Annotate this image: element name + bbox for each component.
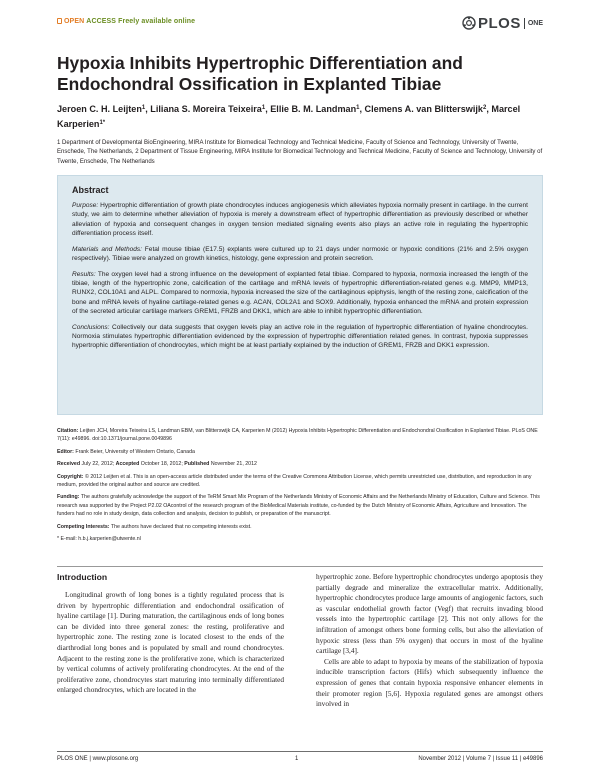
affiliation-marker: 1 bbox=[261, 105, 266, 111]
right-column bbox=[316, 572, 543, 710]
received-date: July 22, 2012; bbox=[80, 461, 116, 468]
accepted-label: Accepted bbox=[115, 461, 140, 468]
author-name: , Marcel Karperien bbox=[57, 104, 521, 129]
conclusions-text: Collectively our data suggests that oxygen levels play an active role in the regulation of hypertrophic differentiation of hyaline chondrocytes. Normoxia stimulates hypertrophic differentiation evidenced by the expression of hypertrophic differentiation related genes. In contrast, hypoxia suppresses hypertrophic differentiation of chondrocytes, which might be at least partially explained by the induction of GREM1, FRZB and DKK1 expression. bbox=[72, 323, 528, 350]
logo-plos-text: PLOS bbox=[477, 14, 521, 32]
article-metadata bbox=[57, 427, 543, 547]
journal-header bbox=[57, 14, 543, 36]
funding bbox=[57, 493, 543, 518]
accepted-date: October 18, 2012; bbox=[139, 461, 185, 468]
purpose-label: Purpose: bbox=[72, 202, 99, 209]
abstract-results bbox=[72, 270, 528, 316]
editor bbox=[57, 448, 543, 456]
copyright-text: © 2012 Leijten et al. This is an open-access article distributed under the terms of the Creative Commons Attribution License, which permits unrestricted use, distribution, and reproduction in any medium, provided the original author and source are credited. bbox=[57, 473, 532, 489]
methods-text: Fetal mouse tibiae (E17.5) explants were cultured up to 21 days under normoxic or hypoxic conditions (21% and 2.5% oxygen respectively). Tibiae were analyzed on growth kinetics, histology, gene expression and protein secretion. bbox=[72, 245, 528, 262]
competing-label: Competing Interests: bbox=[57, 523, 110, 530]
author-name: , Ellie B. M. Landman bbox=[265, 104, 357, 114]
affiliation-marker: 1 bbox=[356, 105, 360, 111]
abstract-box bbox=[57, 175, 543, 415]
purpose-text: Hypertrophic differentiation of growth plate chondrocytes induces angiogenesis which alleviates hypoxia normally present in cartilage. In the current study, we aim to determine whether alleviation of hypoxia is merely a downstream effect of hypertrophic differentiation as previously described or whether alleviation of hypoxia and consequent changes in oxygen tension mediated signaling events also plays an active role in regulating the hypertrophic differentiation process itself. bbox=[72, 202, 528, 237]
left-column-text bbox=[57, 590, 284, 696]
open-access-open-label: OPEN bbox=[64, 18, 85, 25]
copyright-label: Copyright: bbox=[57, 473, 84, 480]
abstract-conclusions bbox=[72, 323, 528, 351]
abstract-heading: Abstract bbox=[72, 185, 109, 195]
abstract-purpose bbox=[72, 201, 528, 238]
plos-logo-icon bbox=[462, 16, 476, 30]
published-date: November 21, 2012 bbox=[209, 461, 257, 468]
journal-website: PLOS ONE | www.plosone.org bbox=[57, 756, 139, 762]
paragraph: Longitudinal growth of long bones is a tightly regulated process that is driven by hypertrophic differentiation and endochondral ossification of hyaline cartilage [1]. During maturation, the cartilaginous ends of long bones can be divided into three general zones: the resting, proliferative and hypertrophic zone. The resting zone is located closest to the ends of the diarthrodial long bones and is populated by small and round chondrocytes. Adjacent to the resting zone is the proliferative zone, which is characterized by vertical columns of actively proliferating chondrocytes. At the end of the proliferative zone, chondrocytes start maturing into terminally differentiated enlarged chondrocytes, which are located in the bbox=[57, 590, 284, 695]
results-text: The oxygen level had a strong influence on the development of explanted fetal tibiae. Compared to hypoxia, normoxia increased the length of the tibiae, length of the hypertrophic zone, calcification of the cartilage and mRNA levels of hypertrophic differentiation-related genes e.g. MMP9, MMP13, RUNX2, COL10A1 and ALPL. Compared to normoxia, hypoxia increased the size of the cartilaginous epiphysis, length of the resting zone, calcification of the bone and mRNA levels of hyaline cartilage-related genes e.g. ACAN, COL2A1 and SOX9. Additionally, hypoxia enhanced the mRNA and protein expression of the secreted articular cartilage markers GREM1, FRZB and DKK1, which are able to inhibit hypertrophic differentiation. bbox=[72, 270, 528, 315]
metadata-divider bbox=[57, 566, 543, 567]
issue-info: November 2012 | Volume 7 | Issue 11 | e49896 bbox=[418, 756, 543, 762]
citation-label: Citation: bbox=[57, 428, 79, 434]
page-number: 1 bbox=[295, 756, 299, 762]
abstract-methods bbox=[72, 245, 528, 264]
affiliations: 1 Department of Developmental BioEngineering, MIRA Institute for Biomedical Technology and Technical Medicine, Faculty of Science and Technology, University of Twente, Enschede, The Netherlands, 2 Department of Tissue Engineering, MIRA Institute for Biomedical Technology and Technical Medicine, Faculty of Science and Technology, University of Twente, Enschede, The Netherlands bbox=[57, 140, 543, 165]
open-lock-icon bbox=[57, 18, 62, 24]
funding-text: The authors gratefully acknowledge the support of the TeRM Smart Mix Program of the Netherlands Ministry of Economic Affairs and the Netherlands Ministry of Education, Culture and Science. This research was supported by the Project P2.02 OAcontrol of the research program of the BioMedical Materials institute, co-funded by the Dutch Ministry of Economic Affairs, Agriculture and Innovation. The funders had no role in study design, data collection and analysis, decision to publish, or preparation of the manuscript. bbox=[57, 494, 540, 518]
paragraph: Cells are able to adapt to hypoxia by means of the stabilization of hypoxia inducible transcription factors (Hifs) which subsequently influence the expression of genes that contain hypoxia responsive enhancer elements in their promoter region [5,6]. Hypoxia regulated genes are amongst others involved in bbox=[316, 656, 543, 709]
page-footer bbox=[57, 756, 543, 766]
conclusions-label: Conclusions: bbox=[72, 323, 110, 331]
citation bbox=[57, 427, 543, 444]
dates bbox=[57, 460, 543, 468]
author-name: Jeroen C. H. Leijten bbox=[57, 104, 142, 114]
logo-separator bbox=[524, 18, 525, 29]
affiliation-marker: 1* bbox=[99, 119, 106, 126]
competing-interests bbox=[57, 523, 543, 531]
open-access-badge bbox=[57, 18, 195, 25]
left-column bbox=[57, 572, 284, 696]
affiliation-marker: 1 bbox=[141, 105, 146, 111]
corresponding-email: * E-mail: h.b.j.karperien@utwente.nl bbox=[57, 536, 141, 543]
plos-one-logo bbox=[462, 14, 543, 32]
open-access-label: ACCESS Freely available online bbox=[86, 18, 196, 25]
competing-text: The authors have declared that no competing interests exist. bbox=[109, 523, 252, 530]
published-label: Published bbox=[184, 461, 210, 468]
received-label: Received bbox=[57, 461, 81, 468]
editor-text: Frank Beier, University of Western Ontario, Canada bbox=[73, 448, 195, 455]
citation-text: Leijten JCH, Moreira Teixeira LS, Landman EBM, van Blitterswijk CA, Karperien M (2012) Hypoxia Inhibits Hypertrophic Differentiation and Endochondral Ossification in Explanted Tibiae. PLoS ONE 7(11): e49896. doi:10.1371/journal.pone.0049896 bbox=[57, 428, 538, 443]
logo-one-text: ONE bbox=[527, 19, 543, 27]
author-list bbox=[57, 102, 547, 131]
results-label: Results: bbox=[72, 270, 96, 278]
funding-label: Funding: bbox=[57, 494, 80, 501]
paragraph: hypertrophic zone. Before hypertrophic chondrocytes undergo apoptosis they partially degrade and mineralize the extracellular matrix. Additionally, hypertrophic chondrocytes produce large amounts of angiogenic factors, such as vascular endothelial growth factor (Vegf) that recruits invading blood vessels into the hypertrophic cartilage [2]. This not only allows for the infiltration of amongst others bone forming cells, but also the alleviation of hypoxic stress (less than 5% oxygen) that occurs in most of the hyaline cartilage [3,4]. bbox=[316, 572, 543, 656]
author-name: , Clemens A. van Blitterswijk bbox=[359, 104, 483, 114]
article-title: Hypoxia Inhibits Hypertrophic Differentiation and Endochondral Ossification in Explanted Tibiae bbox=[57, 53, 463, 94]
affiliation-marker: 2 bbox=[482, 105, 487, 111]
copyright bbox=[57, 473, 543, 490]
methods-label: Materials and Methods: bbox=[72, 245, 143, 253]
right-column-text bbox=[316, 572, 543, 710]
editor-label: Editor: bbox=[57, 448, 74, 455]
author-name: , Liliana S. Moreira Teixeira bbox=[145, 104, 262, 114]
introduction-heading: Introduction bbox=[57, 572, 108, 582]
footer-divider bbox=[57, 751, 543, 752]
